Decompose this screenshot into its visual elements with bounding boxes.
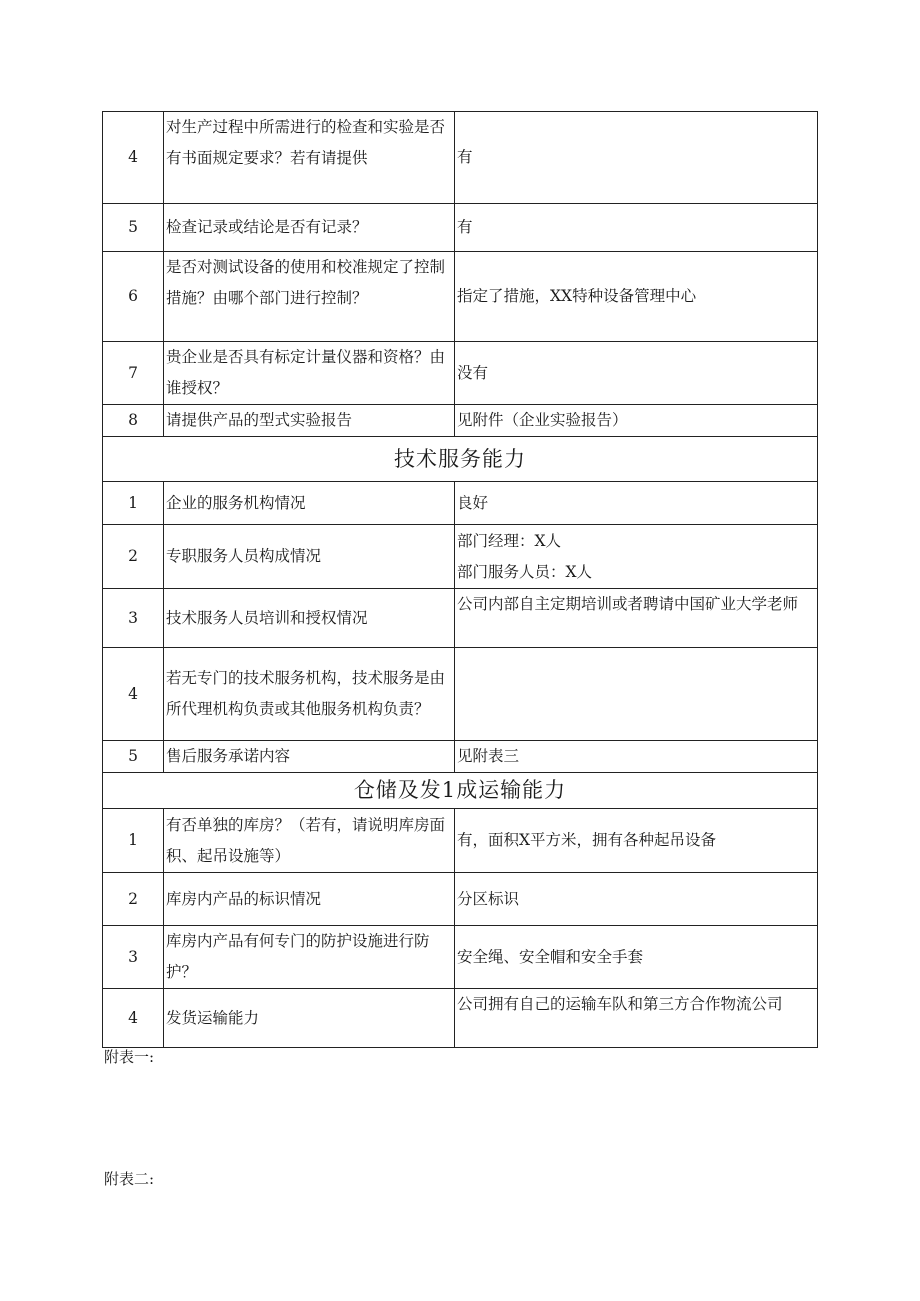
row-number: 5 bbox=[103, 741, 164, 773]
row-number: 7 bbox=[103, 342, 164, 405]
table-row bbox=[103, 741, 818, 773]
answer-cell bbox=[455, 525, 818, 589]
row-number: 4 bbox=[103, 112, 164, 204]
row-number: 8 bbox=[103, 405, 164, 437]
answer-cell: 公司拥有自己的运输车队和第三方合作物流公司 bbox=[455, 989, 818, 1048]
question-cell: 请提供产品的型式实验报告 bbox=[164, 405, 455, 437]
table-row bbox=[103, 873, 818, 926]
answer-cell: 见附件（企业实验报告） bbox=[455, 405, 818, 437]
table-row bbox=[103, 252, 818, 342]
row-number: 3 bbox=[103, 926, 164, 989]
answer-cell: 有 bbox=[455, 112, 818, 204]
section-header-row bbox=[103, 773, 818, 809]
table-row bbox=[103, 342, 818, 405]
appendix-1-label: 附表一: bbox=[104, 1048, 155, 1066]
table-row bbox=[103, 405, 818, 437]
table-row bbox=[103, 648, 818, 741]
table-row bbox=[103, 589, 818, 648]
row-number: 1 bbox=[103, 809, 164, 873]
row-number: 2 bbox=[103, 873, 164, 926]
question-cell: 库房内产品有何专门的防护设施进行防护？ bbox=[164, 926, 455, 989]
question-cell: 是否对测试设备的使用和校准规定了控制措施？由哪个部门进行控制？ bbox=[164, 252, 455, 342]
table-row bbox=[103, 112, 818, 204]
answer-cell bbox=[455, 648, 818, 741]
row-number: 1 bbox=[103, 482, 164, 525]
row-number: 5 bbox=[103, 204, 164, 252]
section-title-part: 成运输能力 bbox=[456, 778, 567, 802]
answer-cell: 没有 bbox=[455, 342, 818, 405]
appendix-2-label: 附表二: bbox=[104, 1170, 155, 1188]
answer-cell: 指定了措施，XX特种设备管理中心 bbox=[455, 252, 818, 342]
question-cell: 贵企业是否具有标定计量仪器和资格？由谁授权？ bbox=[164, 342, 455, 405]
answer-cell: 见附表三 bbox=[455, 741, 818, 773]
question-cell: 技术服务人员培训和授权情况 bbox=[164, 589, 455, 648]
row-number: 4 bbox=[103, 989, 164, 1048]
answer-cell: 分区标识 bbox=[455, 873, 818, 926]
table-row bbox=[103, 482, 818, 525]
row-number: 4 bbox=[103, 648, 164, 741]
table-row bbox=[103, 525, 818, 589]
section-title-storage-transport bbox=[103, 773, 818, 809]
row-number: 3 bbox=[103, 589, 164, 648]
question-cell: 库房内产品的标识情况 bbox=[164, 873, 455, 926]
answer-cell: 安全绳、安全帽和安全手套 bbox=[455, 926, 818, 989]
question-cell: 若无专门的技术服务机构，技术服务是由所代理机构负责或其他服务机构负责？ bbox=[164, 648, 455, 741]
section-title-tech-service: 技术服务能力 bbox=[103, 437, 818, 482]
question-cell: 有否单独的库房？（若有，请说明库房面积、起吊设施等） bbox=[164, 809, 455, 873]
section-title-part: 仓储及发1 bbox=[353, 778, 457, 802]
section-header-row bbox=[103, 437, 818, 482]
answer-cell: 有 bbox=[455, 204, 818, 252]
question-cell: 发货运输能力 bbox=[164, 989, 455, 1048]
row-number: 6 bbox=[103, 252, 164, 342]
table-row bbox=[103, 989, 818, 1048]
answer-cell: 公司内部自主定期培训或者聘请中国矿业大学老师 bbox=[455, 589, 818, 648]
answer-line: 部门服务人员：X人 bbox=[457, 562, 593, 581]
answer-cell: 有，面积X平方米，拥有各种起吊设备 bbox=[455, 809, 818, 873]
supplier-survey-table bbox=[102, 111, 818, 1048]
table-row bbox=[103, 204, 818, 252]
question-cell: 专职服务人员构成情况 bbox=[164, 525, 455, 589]
question-cell: 对生产过程中所需进行的检查和实验是否有书面规定要求？若有请提供 bbox=[164, 112, 455, 204]
table-row bbox=[103, 809, 818, 873]
answer-cell: 良好 bbox=[455, 482, 818, 525]
question-cell: 企业的服务机构情况 bbox=[164, 482, 455, 525]
question-cell: 售后服务承诺内容 bbox=[164, 741, 455, 773]
answer-line: 部门经理：X人 bbox=[457, 531, 562, 550]
question-cell: 检查记录或结论是否有记录？ bbox=[164, 204, 455, 252]
row-number: 2 bbox=[103, 525, 164, 589]
table-row bbox=[103, 926, 818, 989]
